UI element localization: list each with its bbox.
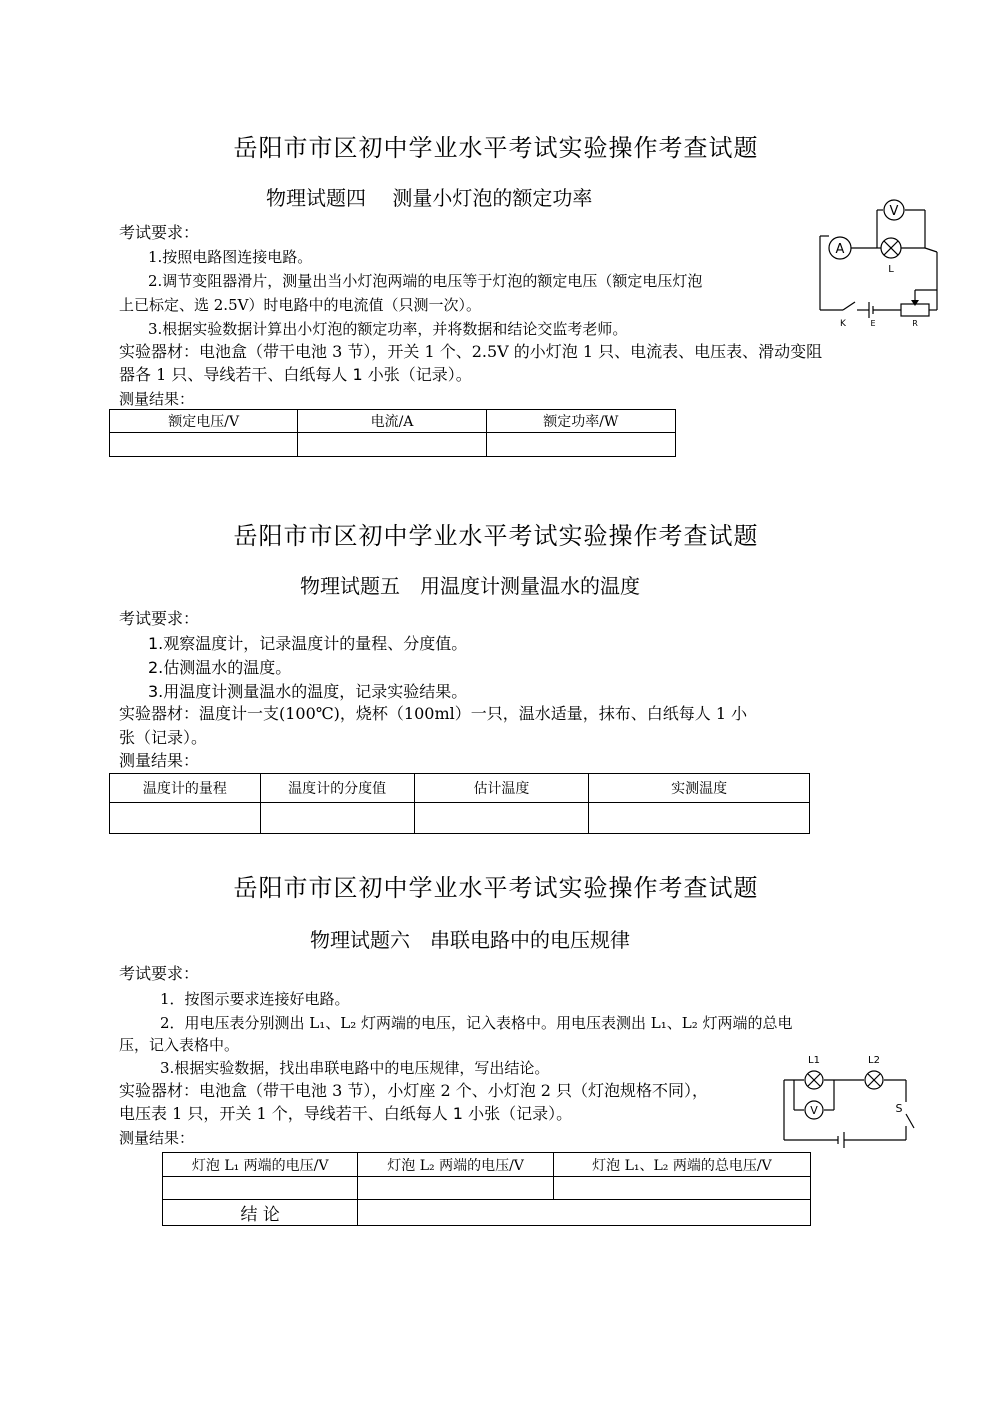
- section1-req-heading: 考试要求：: [119, 223, 200, 242]
- table-header: 额定电压/V: [110, 410, 298, 433]
- section3-equip-b: 电压表 1 只，开关 1 个，导线若干、: [119, 1104, 384, 1123]
- table-header: 灯泡 L₁、L₂ 两端的总电压/V: [553, 1153, 810, 1177]
- lamp1-label: L1: [808, 1055, 820, 1066]
- lamp2-label: L2: [868, 1055, 880, 1066]
- section3-title: 岳阳市市区初中学业水平考试实验操作考查试题: [233, 874, 759, 902]
- section1-req3: 3.根据实验数据计算出小灯泡的额定功率，并将数据和结论交监考老师。: [148, 320, 628, 338]
- section1-req1: 1.按照电路图连接电路。: [148, 248, 313, 266]
- section3-req2b: 压，记入表格中。: [119, 1036, 240, 1054]
- section1-result-heading: 测量结果：: [119, 390, 195, 408]
- section3-equip-a: 实验器材：电池盒（带干电池 3 节），小灯座 2 个、小灯泡 2 只（灯泡规格不同），: [119, 1081, 709, 1100]
- section3-req3: 3.根据实验数据，找出串联电路中的电压规律，写出结论。: [160, 1059, 550, 1077]
- section1-result-table: [109, 409, 676, 457]
- lamp-label: L: [888, 264, 894, 275]
- table-cell[interactable]: [163, 1177, 358, 1200]
- section1-subtitle: 物理试题四 测量小灯泡的额定功率: [266, 186, 593, 210]
- table-cell[interactable]: [298, 433, 486, 457]
- section2-req2: 2.估测温水的温度。: [148, 658, 292, 677]
- section2-result-heading: 测量结果：: [119, 751, 200, 770]
- table-header: 灯泡 L₂ 两端的电压/V: [358, 1153, 553, 1177]
- conclusion-cell[interactable]: [358, 1200, 811, 1226]
- circuit-diagram-1: [815, 196, 945, 332]
- section3-equip-b2: 白纸每人 1 小张（记录）。: [383, 1104, 573, 1123]
- section2-title: 岳阳市市区初中学业水平考试实验操作考查试题: [233, 522, 759, 550]
- section1-req2b: 上已标定、选 2.5V）时电路中的电流值（只测一次）。: [119, 296, 481, 314]
- switch-label: S: [895, 1102, 903, 1115]
- table-header: 额定功率/W: [486, 410, 675, 433]
- table-cell[interactable]: [110, 433, 298, 457]
- section3-req-heading: 考试要求：: [119, 964, 200, 983]
- ammeter-label: A: [835, 242, 845, 257]
- section2-req1: 1.观察温度计，记录温度计的量程、分度值。: [148, 634, 468, 653]
- switch-label: K: [840, 319, 846, 329]
- rheostat-label: R: [912, 319, 918, 328]
- section1-title: 岳阳市市区初中学业水平考试实验操作考查试题: [233, 134, 759, 162]
- section2-req3: 3.用温度计测量温水的温度，记录实验结果。: [148, 682, 468, 701]
- section2-equip-a: 实验器材：温度计一支(100℃)，烧杯（100ml）一只，温水适量，抹布、白纸每人 1 小: [119, 704, 748, 723]
- section2-subtitle: 物理试题五 用温度计测量温水的温度: [300, 574, 640, 598]
- section3-result-table: [162, 1152, 811, 1226]
- table-cell[interactable]: [589, 803, 810, 834]
- section1-equip-b: 器各 1 只、导线若干、: [119, 365, 284, 384]
- table-header: 实测温度: [589, 774, 810, 803]
- section1-equip-a: 实验器材：电池盒（带干电池 3 节），开关 1 个、2.5V 的小灯泡 1 只、电流表、电压表、滑动变阻: [119, 342, 823, 361]
- section1-req2a: 2.调节变阻器滑片，测量出当小灯泡两端的电压等于灯泡的额定电压（额定电压灯泡: [148, 272, 703, 290]
- table-header: 估计温度: [414, 774, 589, 803]
- section3-req1: 1．按图示要求连接好电路。: [160, 990, 350, 1008]
- section2-result-table: [109, 773, 810, 834]
- voltmeter-label: V: [889, 204, 899, 219]
- table-header: 灯泡 L₁ 两端的电压/V: [163, 1153, 358, 1177]
- section3-subtitle: 物理试题六 串联电路中的电压规律: [310, 928, 630, 952]
- table-cell[interactable]: [110, 803, 261, 834]
- battery-label: E: [870, 319, 876, 328]
- section1-equip-b2: 白纸每人 1 小张（记录）。: [283, 365, 472, 384]
- section3-req2a: 2．用电压表分别测出 L₁、L₂ 灯两端的电压，记入表格中。用电压表测出 L₁、L₂ 灯两端的总电: [160, 1014, 793, 1032]
- table-header: 电流/A: [298, 410, 486, 433]
- table-cell[interactable]: [553, 1177, 810, 1200]
- section2-req-heading: 考试要求：: [119, 609, 200, 628]
- section2-equip-b: 张（记录）。: [119, 728, 208, 747]
- circuit-diagram-2: [780, 1052, 920, 1148]
- table-cell[interactable]: [358, 1177, 553, 1200]
- conclusion-label: 结 论: [163, 1200, 358, 1226]
- table-header: 温度计的分度值: [260, 774, 414, 803]
- table-cell[interactable]: [260, 803, 414, 834]
- section3-result-heading: 测量结果：: [119, 1129, 195, 1147]
- voltmeter-label: V: [810, 1104, 818, 1117]
- table-cell[interactable]: [414, 803, 589, 834]
- table-cell[interactable]: [486, 433, 675, 457]
- table-header: 温度计的量程: [110, 774, 261, 803]
